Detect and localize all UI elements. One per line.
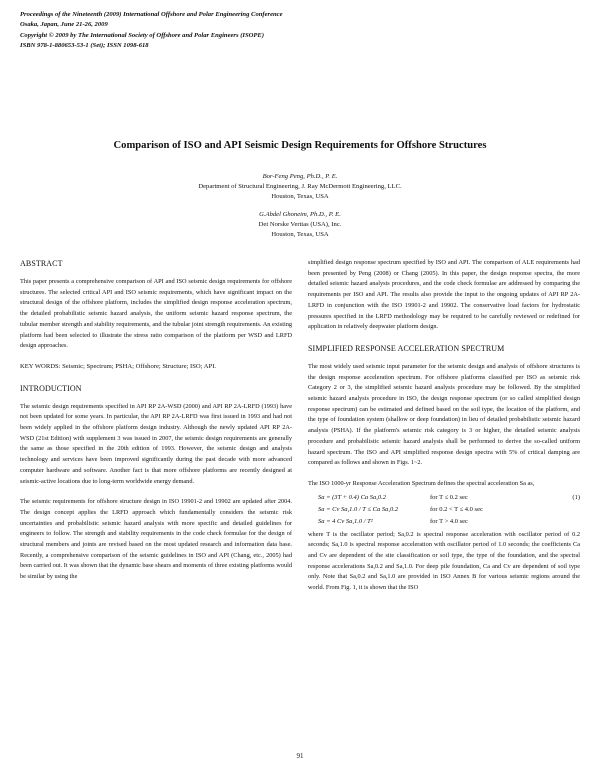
abstract-heading: ABSTRACT (20, 259, 63, 268)
page-number: 91 (296, 752, 304, 760)
left-column (20, 258, 292, 593)
equation-row (308, 492, 580, 504)
author-name: Bor-Feng Peng, Ph.D., P. E. (262, 173, 338, 180)
keywords: KEY WORDS: Seismic; Spectrum; PSHA; Offshore; Structure; ISO; API. (20, 362, 217, 370)
author-affiliation: Department of Structural Engineering, J. Ray McDermott Engineering, LLC. (198, 183, 402, 190)
introduction-heading: INTRODUCTION (20, 383, 82, 393)
abstract-text: This paper presents a comprehensive comparison of API and ISO seismic design requirements for offshore structures. The selected critical API and ISO seismic requirements, which have significant impact on the structural design of the offshore platform, includes the simplified design response acceleration spectrum, the detailed probabilistic seismic hazard analysis, the uniform seismic hazard response spectrum, the tubular member strength and stability requirements, and the tubular joint strength requirements. An existing platform had been selected to illustrate the stress ratio comparison of the platform per WSD and LRFD design approaches. (20, 278, 292, 350)
header-line: Proceedings of the Nineteenth (2009) International Offshore and Polar Engineering Conference (20, 11, 283, 18)
author-name: G.Abdel Ghoneim, Ph.D., P. E. (259, 211, 341, 218)
spectrum-paragraph: The most widely used seismic input parameter for the seismic design and analysis of offshore structures is the design response acceleration spectrum. For offshore platforms classified per ISO as seismic risk Category 2 or 3, the simplified seismic hazard analysis procedure may be followed. By the simplified seismic hazard analysis procedure in ISO, the design response spectrum (or so called simplified design response spectrum) can be estimated and defined based on the soil type, the location of the platform, and the type of foundation system (shallow or deep foundation) in lieu of detailed probabilistic seismic hazard analysis (PSHA). If the platform's seismic risk category is 3 or higher, the detailed seismic analysis procedure and probabilistic seismic hazard analysis shall be performed to derive the so-called uniform hazard spectrum. The ISO and API simplified response design spectra with 5% of critical damping are compared as follows and shown in Figs. 1~2. (308, 362, 580, 467)
equation-condition: for 0.2 < T ≤ 4.0 sec (430, 505, 483, 513)
author-block (20, 210, 580, 240)
author-affiliation: Det Norske Veritas (USA), Inc. (258, 221, 342, 228)
equation-condition: for T > 4.0 sec (430, 517, 468, 525)
header-line: ISBN 978-1-880653-53-1 (Set); ISSN 1098-618 (20, 42, 149, 50)
equation-row (308, 516, 580, 528)
introduction-paragraph: The seismic requirements for offshore structure design in ISO 19901-2 and 19902 are updated after 2004. The design concept applies the LRFD approach which fundamentally considers the seismic risk uncertainties and probabilistic seismic hazard analysis with more specific and detailed guidelines for engineers to follow. The strength and stability requirements in the code check formulae for the design of structural members and joints are revised based on the most updated research and information data base. Recently, a comprehensive comparison of the seismic guidelines in ISO and API (Chang, etc., 2005) had been carried out. It was shown that the dynamic base shears and moments of three existing platforms would be similar by using the (20, 498, 292, 581)
paper-title: Comparison of ISO and API Seismic Design Requirements for Offshore Structures (113, 140, 487, 151)
equation-formula: Sa = (3T + 0.4) Ca Sa,0.2 (318, 493, 387, 501)
spectrum-heading: SIMPLIFIED RESPONSE ACCELERATION SPECTRUM (308, 343, 505, 353)
author-block (20, 172, 580, 202)
continued-paragraph: simplified design response spectrum specified by ISO and API. The comparison of ALE requirements had been presented by Peng (2008) or Chang (2005). In this paper, the design response spectra, the more detailed seismic hazard analysis procedures, and the code check formulae are addressed by comparing the requirements per ISO and API. The results also provide the input to the ongoing updates of API RP 2A-LRFD in conjunction with the ISO 19901-2 and 19902. The conservative load factors for hydrostatic pressures specified in the LRFD methodology may be required to be carefully reviewed or redefined for application in relatively deepwater platform design. (308, 259, 580, 331)
equation-row (308, 504, 580, 516)
author-location: Houston, Texas, USA (271, 193, 329, 200)
equation-formula: Sa = 4 Cv Sa,1.0 / T² (318, 517, 373, 525)
equation-condition: for T ≤ 0.2 sec (430, 493, 468, 501)
introduction-paragraph: The seismic design requirements specified in API RP 2A-WSD (2000) and API RP 2A-LRFD (1993) have not been updated for some years. In particular, the API RP 2A-LRFD was first issued in 1993 and had not been widely applied in the offshore platform design industry. Although the newly updated API RP 2A-WSD (21st Edition) with supplement 3 was issued in 2007, the seismic design requirements are generally the same as those specified in the 20th edition of 1993. However, the seismic design and analysis technology and services have been improved significantly during the past decade with more advanced computer hardware and software. Another fact is that more offshore platforms are recently designed at seismic-active locations due to long-term worldwide energy demand. (20, 402, 292, 485)
spectrum-paragraph: where T is the oscillator period; Sa,0.2 is spectral response acceleration with oscillator period of 0.2 seconds; Sa,1.0 is spectral response acceleration with oscillator period of 1.0 seconds; the coefficients Ca and Cv are dependent of the site classification or soil type, the type of the foundation, and the spectral response accelerations Sa,0.2 and Sa,1.0. For deep pile foundation, Ca and Cv are dependent of soil type only. Note that Sa,0.2 and Sa,1.0 are provided in ISO Annex B for various seismic regions around the world. From Fig. 1, it is shown that the ISO (308, 530, 580, 592)
spectrum-intro: The ISO 1000-yr Response Acceleration Spectrum defines the spectral acceleration Sa as, (308, 479, 535, 487)
author-location: Houston, Texas, USA (271, 231, 329, 238)
right-column (308, 258, 580, 604)
equation-formula: Sa = Cv Sa,1.0 / T ≤ Ca Sa,0.2 (318, 505, 399, 513)
proceedings-header (20, 10, 580, 52)
header-line: Copyright © 2009 by The International Society of Offshore and Polar Engineers (ISOPE) (20, 31, 265, 39)
header-line: Osaka, Japan, June 21-26, 2009 (20, 21, 108, 29)
equation-number: (1) (572, 493, 580, 501)
